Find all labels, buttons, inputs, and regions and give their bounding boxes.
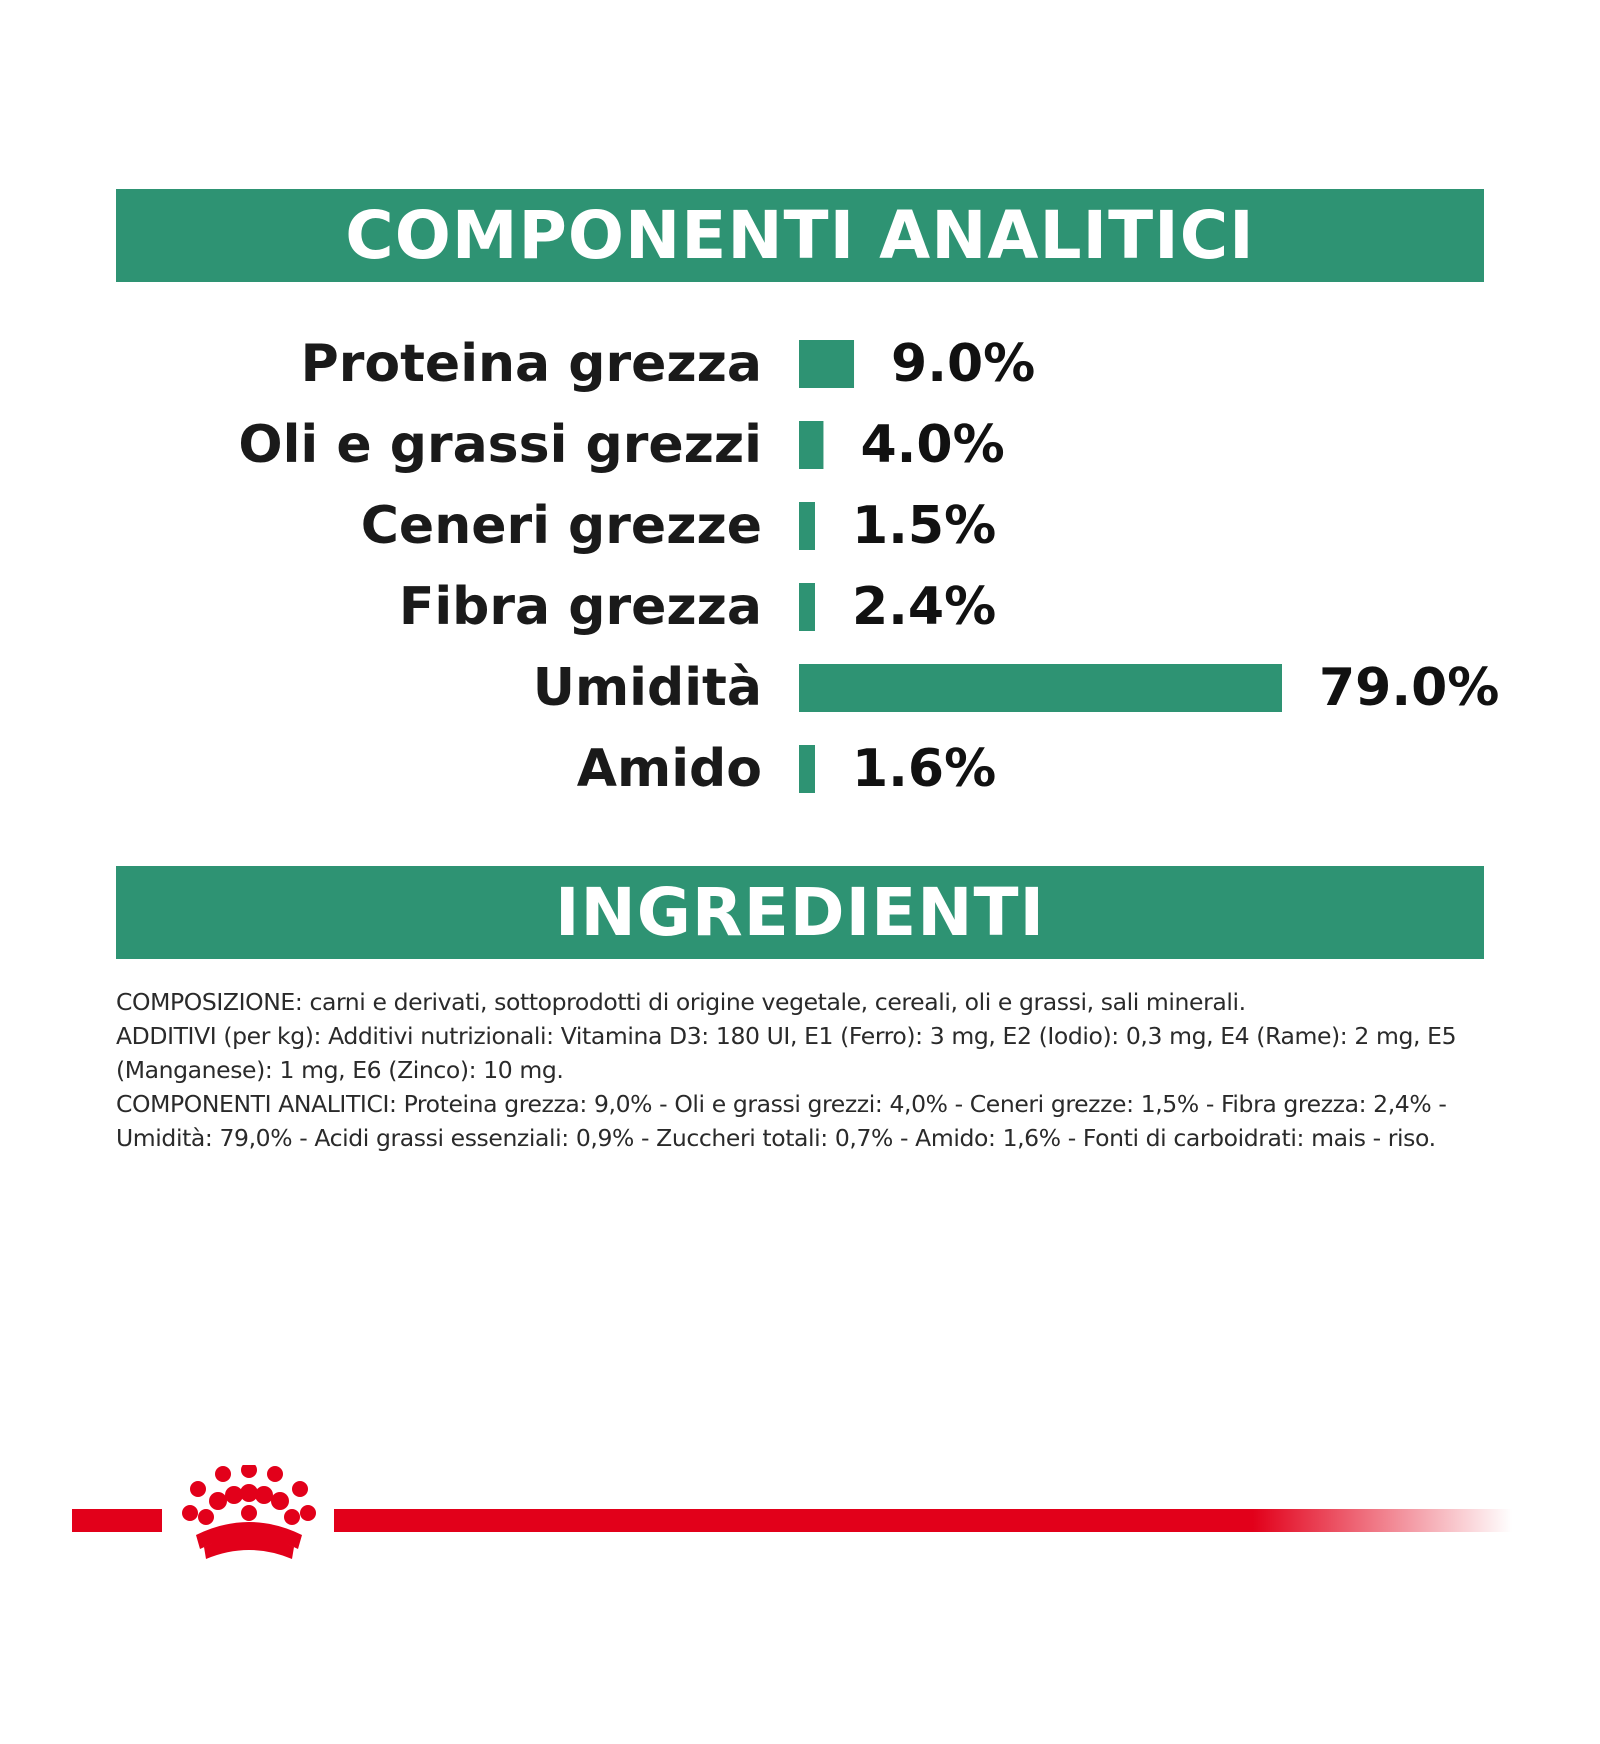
bar xyxy=(799,340,854,388)
bar xyxy=(799,421,823,469)
analytical-paragraph: COMPONENTI ANALITICI: Proteina grezza: 9,0% - Oli e grassi grezzi: 4,0% - Ceneri grezze: 1,5% - Fibra grezza: 2,4% - Umidità: 79,0% - Acidi grassi essenziali: 0,9% - Zuccheri totali: 0,7% - Amido: 1,6% - Fonti di carboidrati: mais - riso. xyxy=(116,1090,1447,1152)
footer-line-right xyxy=(334,1509,1512,1532)
ingredients-text xyxy=(116,985,1488,1155)
category-label: Ceneri grezze xyxy=(360,496,762,556)
analytical-components-banner xyxy=(116,189,1484,282)
ingredients-banner xyxy=(116,866,1484,959)
brand-footer xyxy=(72,1465,1512,1575)
bar xyxy=(799,502,815,550)
bar xyxy=(799,583,815,631)
category-label: Fibra grezza xyxy=(398,577,762,637)
value-label: 9.0% xyxy=(891,334,1036,394)
footer-line-left xyxy=(72,1509,162,1532)
category-label: Proteina grezza xyxy=(300,334,762,394)
value-label: 79.0% xyxy=(1319,658,1500,718)
value-label: 4.0% xyxy=(860,415,1005,475)
category-label: Amido xyxy=(576,739,762,799)
bar xyxy=(799,745,815,793)
analytical-components-title: COMPONENTI ANALITICI xyxy=(345,197,1255,274)
additives-paragraph: ADDITIVI (per kg): Additivi nutrizionali: Vitamina D3: 180 UI, E1 (Ferro): 3 mg, E2 (Iodio): 0,3 mg, E4 (Rame): 2 mg, E5 (Manganese): 1 mg, E6 (Zinco): 10 mg. xyxy=(116,1022,1457,1084)
category-label: Oli e grassi grezzi xyxy=(238,415,762,475)
category-label: Umidità xyxy=(532,658,762,718)
analytical-components-chart xyxy=(0,320,1600,810)
ingredients-title: INGREDIENTI xyxy=(554,874,1046,951)
crown-icon xyxy=(174,1465,324,1575)
composition-paragraph: COMPOSIZIONE: carni e derivati, sottoprodotti di origine vegetale, cereali, oli e grassi, sali minerali. xyxy=(116,988,1246,1016)
value-label: 2.4% xyxy=(852,577,997,637)
value-label: 1.5% xyxy=(852,496,997,556)
value-label: 1.6% xyxy=(852,739,997,799)
bar xyxy=(799,664,1282,712)
